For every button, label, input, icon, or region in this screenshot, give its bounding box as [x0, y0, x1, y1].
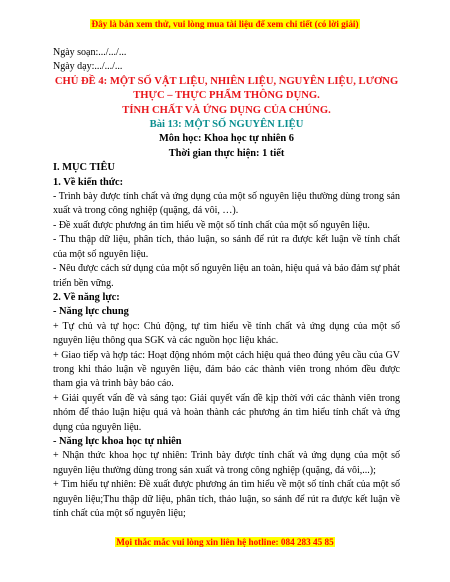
science-competence-item-2: + Tìm hiểu tự nhiên: Đề xuất được phương án tìm hiểu về một số tính chất của một số nguyên liệu;Thu thập dữ liệu, phân tích, thảo luận, so sánh để rút ra được kết luận về tính chất của một số nguyên liệu; [53, 479, 400, 519]
teach-date: Ngày dạy:.../.../... [53, 61, 123, 73]
lesson-title: Bài 13: MỘT SỐ NGUYÊN LIỆU [149, 119, 304, 131]
general-competence-heading: - Năng lực chung [53, 306, 129, 318]
hotline-banner [0, 532, 450, 550]
preview-notice-text: Đây là bản xem thử, vui lòng mua tài liệu để xem chi tiết (có lời giải) [91, 19, 359, 29]
topic-title-line3: TÍNH CHẤT VÀ ỨNG DỤNG CỦA CHÚNG. [122, 104, 331, 116]
subheading-knowledge: 1. Về kiến thức: [53, 176, 124, 188]
science-competence-item-1: + Nhận thức khoa học tự nhiên: Trình bày được tính chất và ứng dụng của một số nguyên liệu thường dùng trong sản xuất và trong công nghiệp (quặng, đá vôi,...); [53, 450, 400, 476]
knowledge-item-3: - Thu thập dữ liệu, phân tích, thảo luận, so sánh để rút ra được kết luận về tính chất của một số nguyên liệu. [53, 234, 400, 260]
general-competence-item-2: + Giao tiếp và hợp tác: Hoạt động nhóm một cách hiệu quả theo đúng yêu cầu của GV trong khi thảo luận về nguyên liệu, đảm bảo các thành viên trong nhóm đều được tham gia và trình bày báo cáo. [53, 349, 400, 390]
topic-title-line2: THỰC – THỰC PHẨM THÔNG DỤNG. [133, 90, 320, 102]
document-body [53, 46, 400, 521]
subheading-competence: 2. Về năng lực: [53, 291, 120, 303]
subject-line: Môn học: Khoa học tự nhiên 6 [159, 133, 294, 145]
hotline-text: Mọi thắc mắc vui lòng xin liên hệ hotline: 084 283 45 85 [116, 537, 334, 547]
knowledge-item-4: - Nêu được cách sử dụng của một số nguyên liệu an toàn, hiệu quả và bảo đảm sự phát triển bền vững. [53, 263, 400, 289]
duration-line: Thời gian thực hiện: 1 tiết [168, 147, 285, 159]
knowledge-item-2: - Đề xuất được phương án tìm hiểu về một số tính chất của một số nguyên liệu. [53, 219, 370, 231]
section-heading-objectives: I. MỤC TIÊU [53, 162, 115, 174]
prep-date: Ngày soạn:.../.../... [53, 47, 127, 58]
preview-notice-banner [0, 14, 450, 32]
general-competence-item-3: + Giải quyết vấn đề và sáng tạo: Giải quyết vấn đề kịp thời với các thành viên trong nhóm để thảo luận hiệu quả và hoàn thành các phương án tìm hiểu tính chất và ứng dụng của nguyên liệu. [53, 392, 400, 433]
knowledge-item-1: - Trình bày được tính chất và ứng dụng của một số nguyên liệu thường dùng trong sản xuất và trong công nghiệp (quặng, đá vôi, …). [53, 191, 400, 217]
topic-title-line1: CHỦ ĐỀ 4: MỘT SỐ VẬT LIỆU, NHIÊN LIỆU, NGUYÊN LIỆU, LƯƠNG [54, 75, 399, 87]
science-competence-heading: - Năng lực khoa học tự nhiên [53, 435, 182, 447]
general-competence-item-1: + Tự chủ và tự học: Chủ động, tự tìm hiểu về tính chất và ứng dụng của một số nguyên liệu thông qua SGK và các nguồn học liệu khác. [53, 320, 400, 347]
